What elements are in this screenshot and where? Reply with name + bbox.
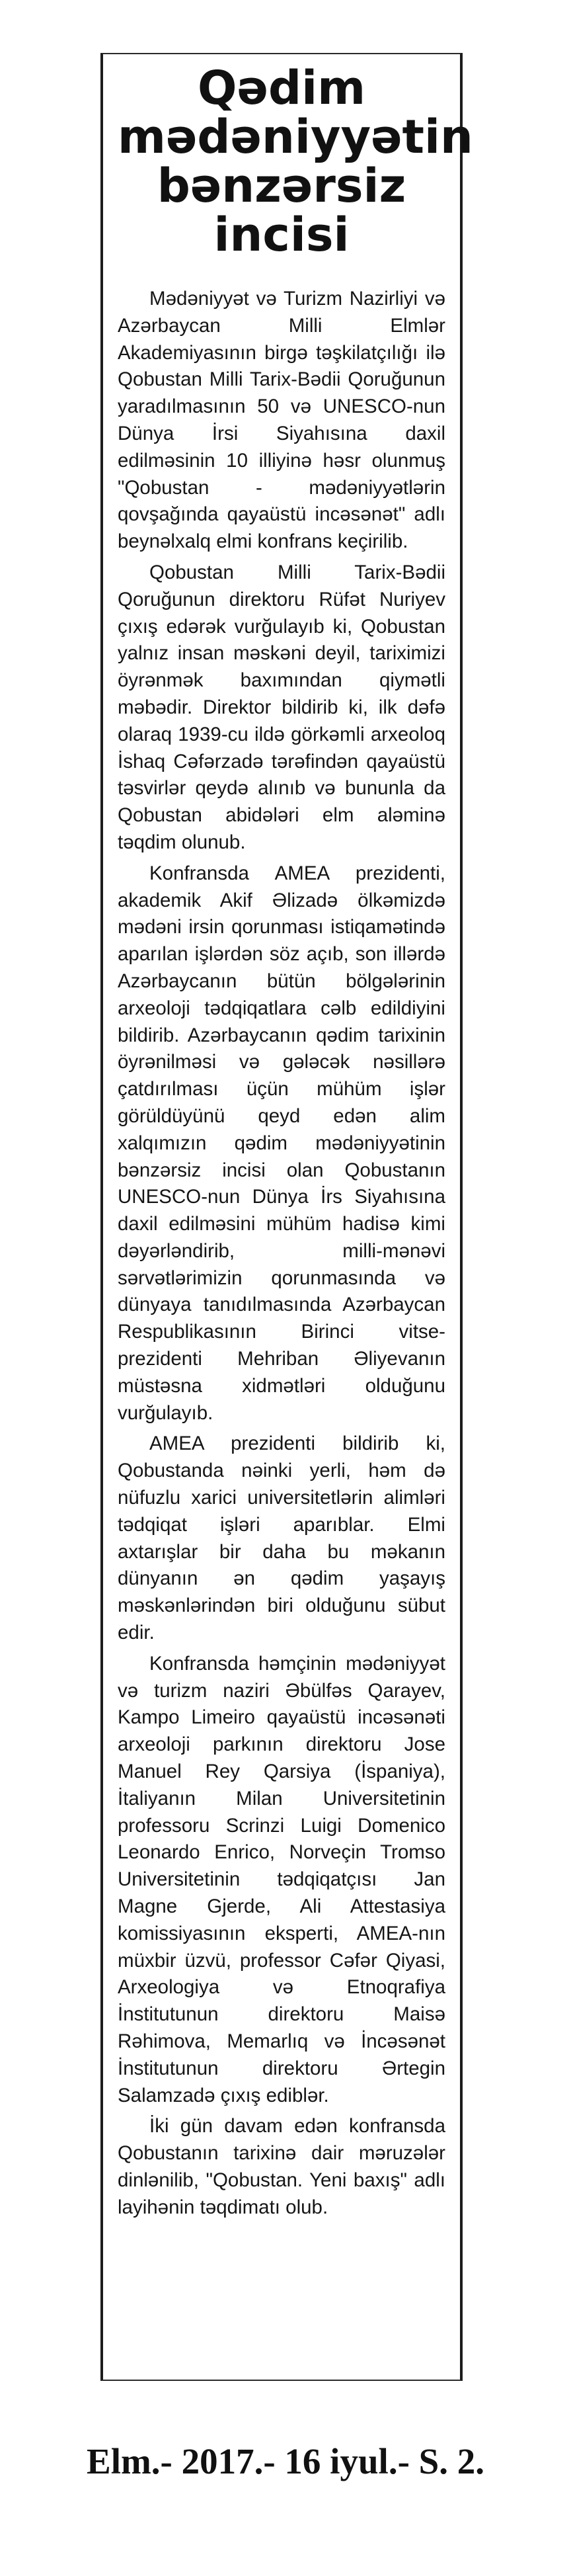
headline-line-3: bənzərsiz [157,159,406,213]
article-paragraph-3: Konfransda AMEA prezidenti, akademik Akif Əlizadə ölkəmizdə mədəni irsin qorunması istiqamətində aparılan işlərdən söz açıb, son illərdə Azərbaycanın bütün bölgələrinin arxeoloji tədqiqatlara cəlb edildiyini bildirib. Azərbaycanın qədim tarixinin öyrənilməsi və gələcək nəsillərə çatdırılması üçün mühüm işlər görüldüyünü qeyd edən alim xalqımızın qədim mədəniyyətinin bənzərsiz incisi olan Qobustanın UNESCO-nun Dünya İrs Siyahısına daxil edilməsini mühüm hadisə kimi dəyərləndirib, milli-mənəvi sərvətlərimizin qorunmasında və dünyaya tanıdılmasında Azərbaycan Respublikasının Birinci vitse-prezidenti Mehriban Əliyevanın müstəsna xidmətləri olduğunu vurğulayıb. [118,862,445,1424]
article-paragraph-1: Mədəniyyət və Turizm Nazirliyi və Azərbaycan Milli Elmlər Akademiyasının birgə təşkilatçılığı ilə Qobustan Milli Tarix-Bədii Qoruğunun yaradılmasının 50 və UNESCO-nun Dünya İrsi Siyahısına daxil edilməsinin 10 illiyinə həsr olunmuş "Qobustan - mədəniyyətlərin qovşağında qayaüstü incəsənət" adlı beynəlxalq elmi konfrans keçirilib. [118,288,445,553]
article-paragraph-2: Qobustan Milli Tarix-Bədii Qoruğunun direktoru Rüfət Nuriyev çıxış edərək vurğulayıb ki, Qobustan yalnız insan məskəni deyil, tariximizi öyrənmək baxımından qiymətli məbədir. Direktor bildirib ki, ilk dəfə olaraq 1939-cu ildə görkəmli arxeoloq İshaq Cəfərzadə tərəfindən qayaüstü təsvirlər qeydə alınıb və bununla da Qobustan abidələri elm aləminə təqdim olunub. [118,561,445,853]
article-headline [118,61,473,262]
article-paragraph-6: İki gün davam edən konfransda Qobustanın tarixinə dair məruzələr dinlənilib, "Qobustan. Yeni baxış" adlı layihənin təqdimatı olub. [118,2115,445,2218]
newspaper-clipping [100,53,473,2381]
article-body [118,286,445,2222]
headline-line-2: mədəniyyətin [118,110,473,164]
headline-line-4: incisi [213,208,350,262]
article-paragraph-5: Konfransda həmçinin mədəniyyət və turizm naziri Əbülfəs Qarayev, Kampo Limeiro qayaüstü incəsənəti arxeoloji parkının direktoru Jose Manuel Rey Qarsiya (İspaniya), İtaliyanın Milan Universitetinin professoru Scrinzi Luigi Domenico Leonardo Enrico, Norveçin Tromso Universitetinin tədqiqatçısı Jan Magne Gjerde, Ali Attestasiya komissiyasının eksperti, AMEA-nın müxbir üzvü, professor Cəfər Qiyasi, Arxeologiya və Etnoqrafiya İnstitutunun direktoru Maisə Rəhimova, Memarlıq və İncəsənət İnstitutunun direktoru Ərtegin Salamzadə çıxış ediblər. [118,1652,445,2106]
headline-line-1: Qədim [197,61,366,115]
article-paragraph-4: AMEA prezidenti bildirib ki, Qobustanda nəinki yerli, həm də nüfuzlu xarici universitetlərin alimləri tədqiqat işləri aparıblar. Elmi axtarışlar bir daha bu məkanın dünyanın ən qədim yaşayış məskənlərindən biri olduğunu sübut edir. [118,1433,445,1644]
source-citation: Elm.- 2017.- 16 iyul.- S. 2. [87,2441,484,2481]
